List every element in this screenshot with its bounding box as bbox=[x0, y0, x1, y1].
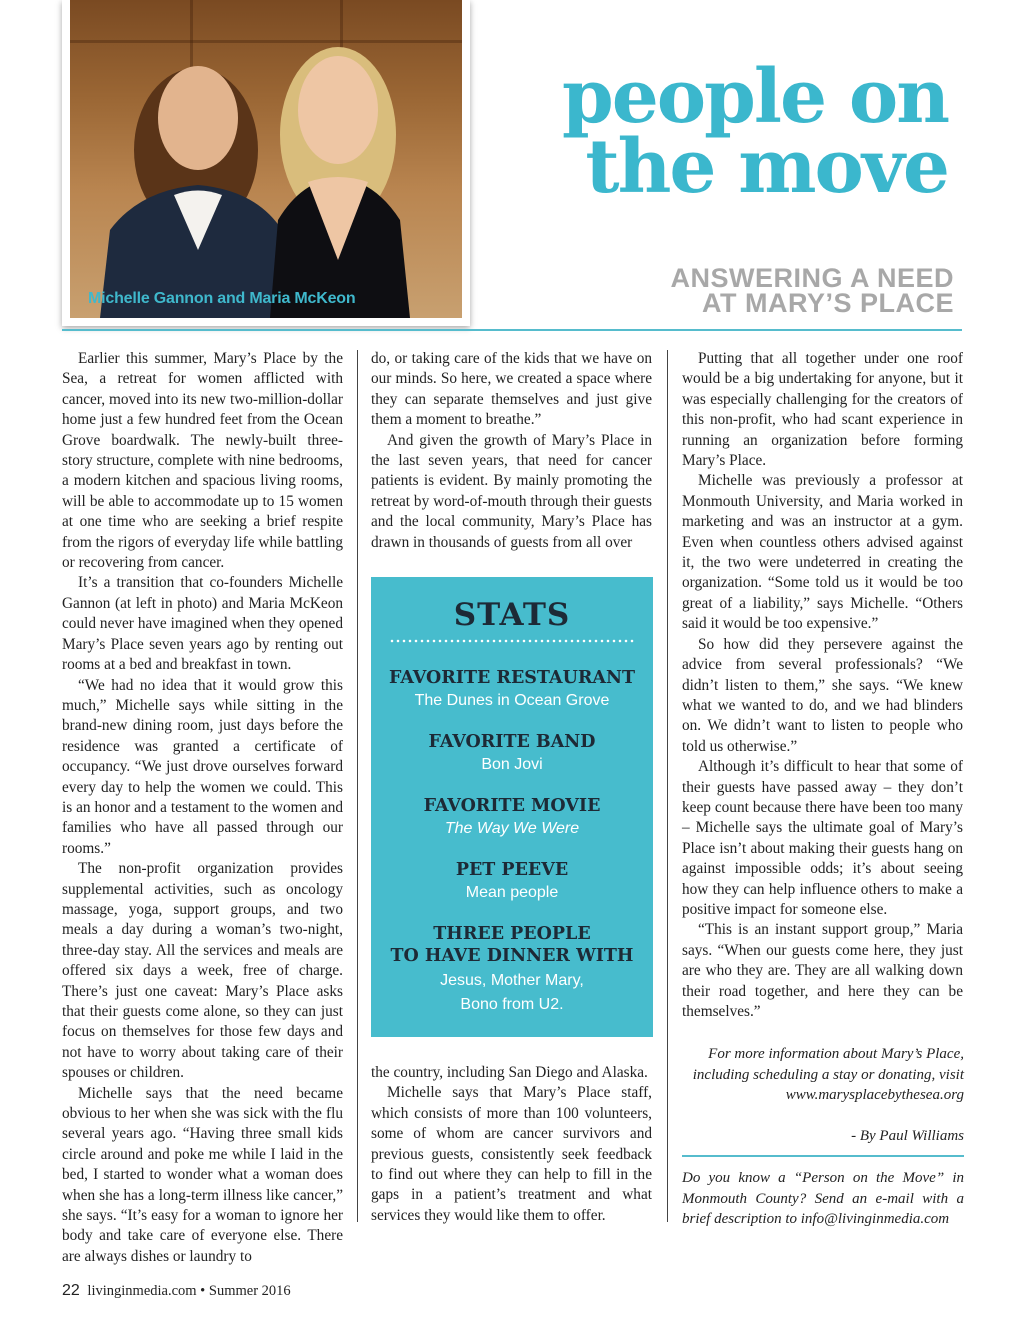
stat-value: The Dunes in Ocean Grove bbox=[414, 692, 610, 709]
stat-label: FAVORITE MOVIE bbox=[423, 796, 601, 816]
article-column-3 bbox=[682, 349, 963, 1022]
paragraph: The non-profit organization provides supplemental activities, such as oncology massage, yoga, support groups, and two meals a day during a woman’s two-night, three-day stay. All the services and meals are offered six days a week, free of charge. There’s just one caveat: Mary’s Place asks that their guests come alone, so they can just focus on themselves for those few days and not have to worry about taking care of their spouses or children. bbox=[62, 860, 343, 1082]
photo-frame bbox=[62, 0, 470, 326]
stat-value: Jesus, Mother Mary, bbox=[440, 972, 584, 989]
article-column-2-bottom bbox=[371, 1063, 652, 1226]
stat-label: FAVORITE BAND bbox=[428, 732, 596, 752]
stats-box bbox=[371, 577, 653, 1037]
stat-item bbox=[371, 923, 653, 1017]
stat-value: Bon Jovi bbox=[481, 756, 543, 773]
subhead-line-2: AT MARY’S PLACE bbox=[701, 288, 954, 318]
article-column-1 bbox=[62, 349, 343, 1267]
paragraph: do, or taking care of the kids that we have on our minds. So here, we created a space where they can separate themselves and just give them a moment to breathe.” bbox=[371, 350, 652, 429]
page-footer bbox=[62, 1282, 291, 1300]
page-number: 22 bbox=[62, 1282, 80, 1299]
column-divider bbox=[357, 350, 358, 1222]
stat-item bbox=[371, 795, 653, 841]
headline-line-1: people on bbox=[561, 54, 948, 140]
paragraph: It’s a transition that co-founders Michelle Gannon (at left in photo) and Maria McKeon could never have imagined when they opened Mary’s Place seven years ago by renting out rooms at a bed and breakfast in town. bbox=[62, 574, 343, 674]
stat-item bbox=[371, 667, 653, 713]
paragraph: Putting that all together under one roof would be a big undertaking for anyone, but it was especially challenging for the creators of this non-profit, who had scant experience in running an organization before forming Mary’s Place. bbox=[682, 350, 963, 470]
paragraph: the country, including San Diego and Alaska. bbox=[371, 1064, 648, 1081]
stat-label: THREE PEOPLE bbox=[433, 924, 591, 944]
paragraph: Michelle says that the need became obvious to her when she was sick with the flu several years ago. “Having three small kids circle around and poke me while I laid in the bed, I started to wonder what a woman does when she has a long-term illness like cancer,” she says. “It’s easy for a woman to ignore her body and take care of everyone else. There are always dishes or laundry to bbox=[62, 1084, 343, 1265]
stats-dotted-rule bbox=[389, 639, 635, 643]
stat-value: Bono from U2. bbox=[460, 996, 564, 1013]
header-rule bbox=[62, 329, 962, 331]
photo-caption: Michelle Gannon and Maria McKeon bbox=[88, 290, 356, 307]
column-divider bbox=[667, 350, 668, 1222]
page-headline bbox=[561, 54, 948, 210]
stat-item bbox=[371, 731, 653, 777]
publication-info: livinginmedia.com • Summer 2016 bbox=[87, 1283, 291, 1299]
paragraph: “We had no idea that it would grow this much,” Michelle says while sitting in the brand-new dining room, just days before the residence was granted a certificate of occupancy. “We just drove ourselves forward every day to help the women we could. This is an honor and a testament to the women and families who have all passed through our rooms.” bbox=[62, 676, 343, 857]
stat-label: PET PEEVE bbox=[455, 860, 569, 880]
author-byline: - By Paul Williams bbox=[851, 1128, 964, 1144]
stat-value: The Way We Were bbox=[444, 820, 580, 837]
paragraph: Michelle was previously a professor at Monmouth University, and Maria worked in marketing and was an instructor at a gym. Even when countless others advised against it, the two were undeterred in creating the organization. “Some told us it would be too great of a liability,” says Michelle. “Others said it would be too expensive.” bbox=[682, 472, 963, 633]
paragraph: Michelle says that Mary’s Place staff, which consists of more than 100 volunteers, some of whom are cancer survivors and previous guests, consistently seek feedback to find out where they can help to fill in the gaps in a patient’s treatment and what services they would like them to offer. bbox=[371, 1084, 652, 1224]
paragraph: Earlier this summer, Mary’s Place by the Sea, a retreat for women afflicted with cancer, moved into its new two-million-dollar home just a few hundred feet from the Ocean Grove boardwalk. The newly-built three-story structure, complete with nine bedrooms, a modern kitchen and spacious living rooms, will be able to accommodate up to 15 women at one time who are seeking a brief respite from the rigors of everyday life while battling or recovering from cancer. bbox=[62, 350, 343, 572]
stat-label: FAVORITE RESTAURANT bbox=[389, 668, 635, 688]
more-info-note: For more information about Mary’s Place, including scheduling a stay or donating, visit www.marysplacebythesea.org bbox=[692, 1046, 964, 1103]
stats-title: STATS bbox=[453, 597, 571, 633]
paragraph: Although it’s difficult to hear that some of their guests have passed away – they don’t keep count because there have been too many – Michelle says the ultimate goal of Mary’s Place isn’t about making their guests hang on against impossible odds; it’s about seeing how they can help influence others to make a positive impact for someone else. bbox=[682, 758, 963, 918]
cofounders-photo bbox=[70, 0, 462, 318]
article-column-2-top bbox=[371, 349, 652, 553]
stat-value: Mean people bbox=[465, 884, 559, 901]
contact-note: Do you know a “Person on the Move” in Monmouth County? Send an e-mail with a brief description to info@livinginmedia.com bbox=[682, 1170, 964, 1227]
stat-label: TO HAVE DINNER WITH bbox=[390, 946, 634, 966]
paragraph: And given the growth of Mary’s Place in the last seven years, that need for cancer patients is evident. By mainly promoting the retreat by word-of-mouth through their guests and the local community, Mary’s Place has drawn in thousands of guests from all over bbox=[371, 431, 652, 551]
byline-rule bbox=[682, 1155, 964, 1157]
paragraph: So how did they persevere against the advice from several professionals? “We didn’t listen to them,” she says. “We knew what we wanted to do, and we had blinders on. We didn’t want to listen to people who told us otherwise.” bbox=[682, 635, 963, 755]
subhead-line-1: ANSWERING A NEED bbox=[670, 263, 954, 293]
article-subhead bbox=[670, 263, 954, 318]
headline-line-2: the move bbox=[585, 124, 948, 210]
paragraph: “This is an instant support group,” Maria says. “When our guests come here, they just are who they are. They are all walking down their road together, and here they can be themselves.” bbox=[682, 921, 963, 1020]
stat-item bbox=[371, 859, 653, 905]
